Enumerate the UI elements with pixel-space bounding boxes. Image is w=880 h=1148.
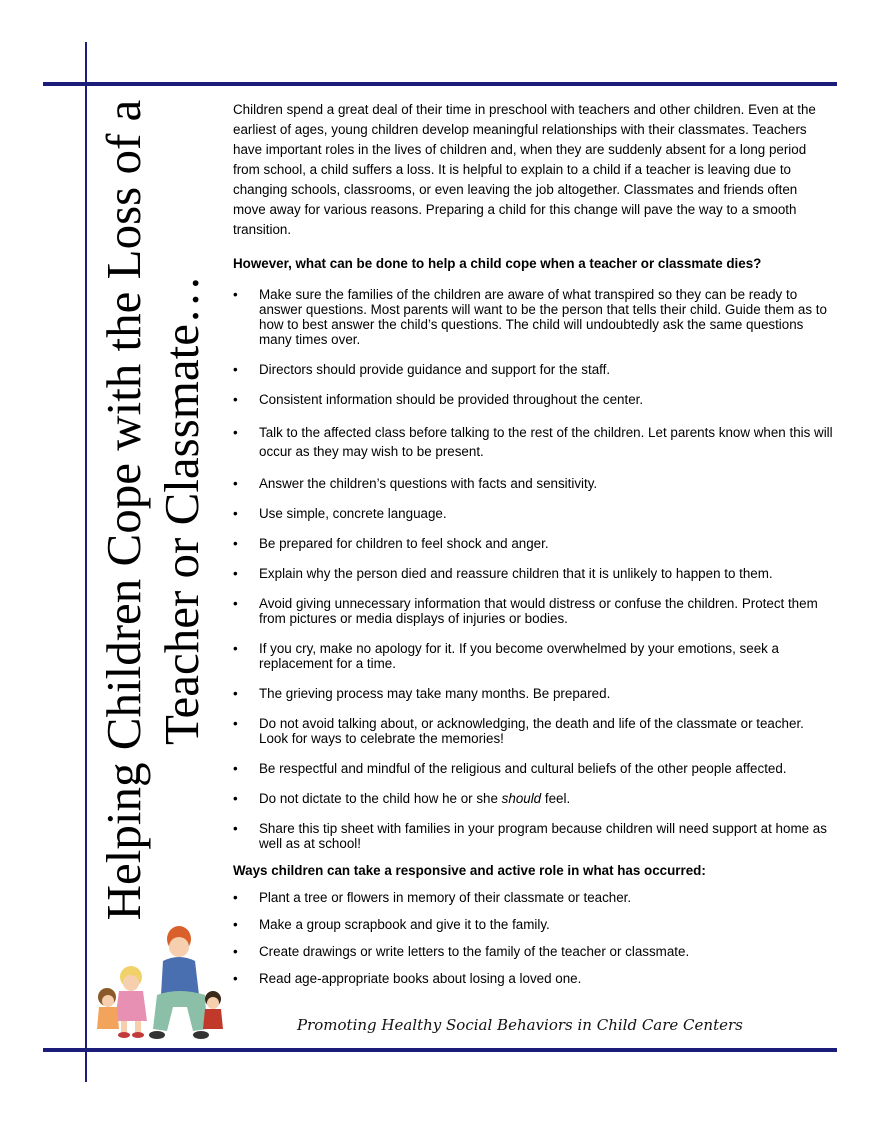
tip-item [233, 791, 833, 806]
tip-text-before: Do not dictate to the child how he or she [259, 791, 502, 806]
tip-item: • Use simple, concrete language. [233, 506, 833, 521]
tip-item: • If you cry, make no apology for it. If you become overwhelmed by your emotions, seek a replacement for a time. [233, 641, 833, 671]
tip-item: • Do not avoid talking about, or acknowledging, the death and life of the classmate or teacher. Look for ways to celebrate the memories! [233, 716, 833, 746]
tip-item: • Avoid giving unnecessary information that would distress or confuse the children. Protect them from pictures or media displays of injuries or bodies. [233, 596, 833, 626]
tip-item: • The grieving process may take many months. Be prepared. [233, 686, 833, 701]
way-item: • Read age-appropriate books about losing a loved one. [233, 971, 833, 986]
title-line-2: Teacher or Classmate… [154, 274, 209, 746]
vertical-rule [85, 42, 87, 1082]
way-item: • Make a group scrapbook and give it to the family. [233, 917, 833, 932]
tip-emphasis: should [501, 791, 542, 806]
vertical-title [95, 90, 215, 930]
tip-item: • Share this tip sheet with families in your program because children will need support at home as well as at school! [233, 821, 833, 851]
title-line-1: Helping Children Cope with the Loss of a [96, 99, 151, 921]
top-rule [43, 82, 837, 86]
way-item: • Create drawings or write letters to the family of the teacher or classmate. [233, 944, 833, 959]
bottom-rule [43, 1048, 837, 1052]
main-content [233, 100, 833, 986]
tip-item: • Be respectful and mindful of the religious and cultural beliefs of the other people affected. [233, 761, 833, 776]
tip-item: • Be prepared for children to feel shock and anger. [233, 536, 833, 551]
tip-item: • Explain why the person died and reassure children that it is unlikely to happen to them. [233, 566, 833, 581]
tip-item: • Talk to the affected class before talking to the rest of the children. Let parents know when this will occur as they may wish to be present. [233, 423, 833, 461]
tip-item: • Consistent information should be provided throughout the center. [233, 392, 833, 407]
tip-item: • Make sure the families of the children are aware of what transpired so they can be ready to answer questions. Most parents will want to be the person that tells their child. Guide them as to how to best answer the child’s questions. The child will undoubtedly ask the same questions many times over. [233, 287, 833, 347]
ways-list [233, 890, 833, 986]
tip-item: • Answer the children’s questions with facts and sensitivity. [233, 476, 833, 491]
tip-item: • Directors should provide guidance and support for the staff. [233, 362, 833, 377]
ways-heading: Ways children can take a responsive and active role in what has occurred: [233, 863, 706, 878]
footer-tagline: Promoting Healthy Social Behaviors in Child Care Centers [297, 1016, 743, 1034]
way-item: • Plant a tree or flowers in memory of their classmate or teacher. [233, 890, 833, 905]
tips-list [233, 287, 833, 851]
children-with-teacher-illustration [95, 925, 225, 1043]
tip-text-after: feel. [541, 791, 571, 806]
intro-paragraph: Children spend a great deal of their time in preschool with teachers and other children. Even at the earliest of ages, young children develop meaningful relationships with their classmates. Teachers have important roles in the lives of children and, when they are suddenly absent for a long period from school, a child suffers a loss. It is helpful to explain to a child if a teacher is leaving due to changing schools, classrooms, or even leaving the job altogether. Classmates and friends often move away for various reasons. Preparing a child for this change will pave the way to a smooth transition. [233, 102, 816, 237]
question-heading: However, what can be done to help a child cope when a teacher or classmate dies? [233, 256, 762, 271]
